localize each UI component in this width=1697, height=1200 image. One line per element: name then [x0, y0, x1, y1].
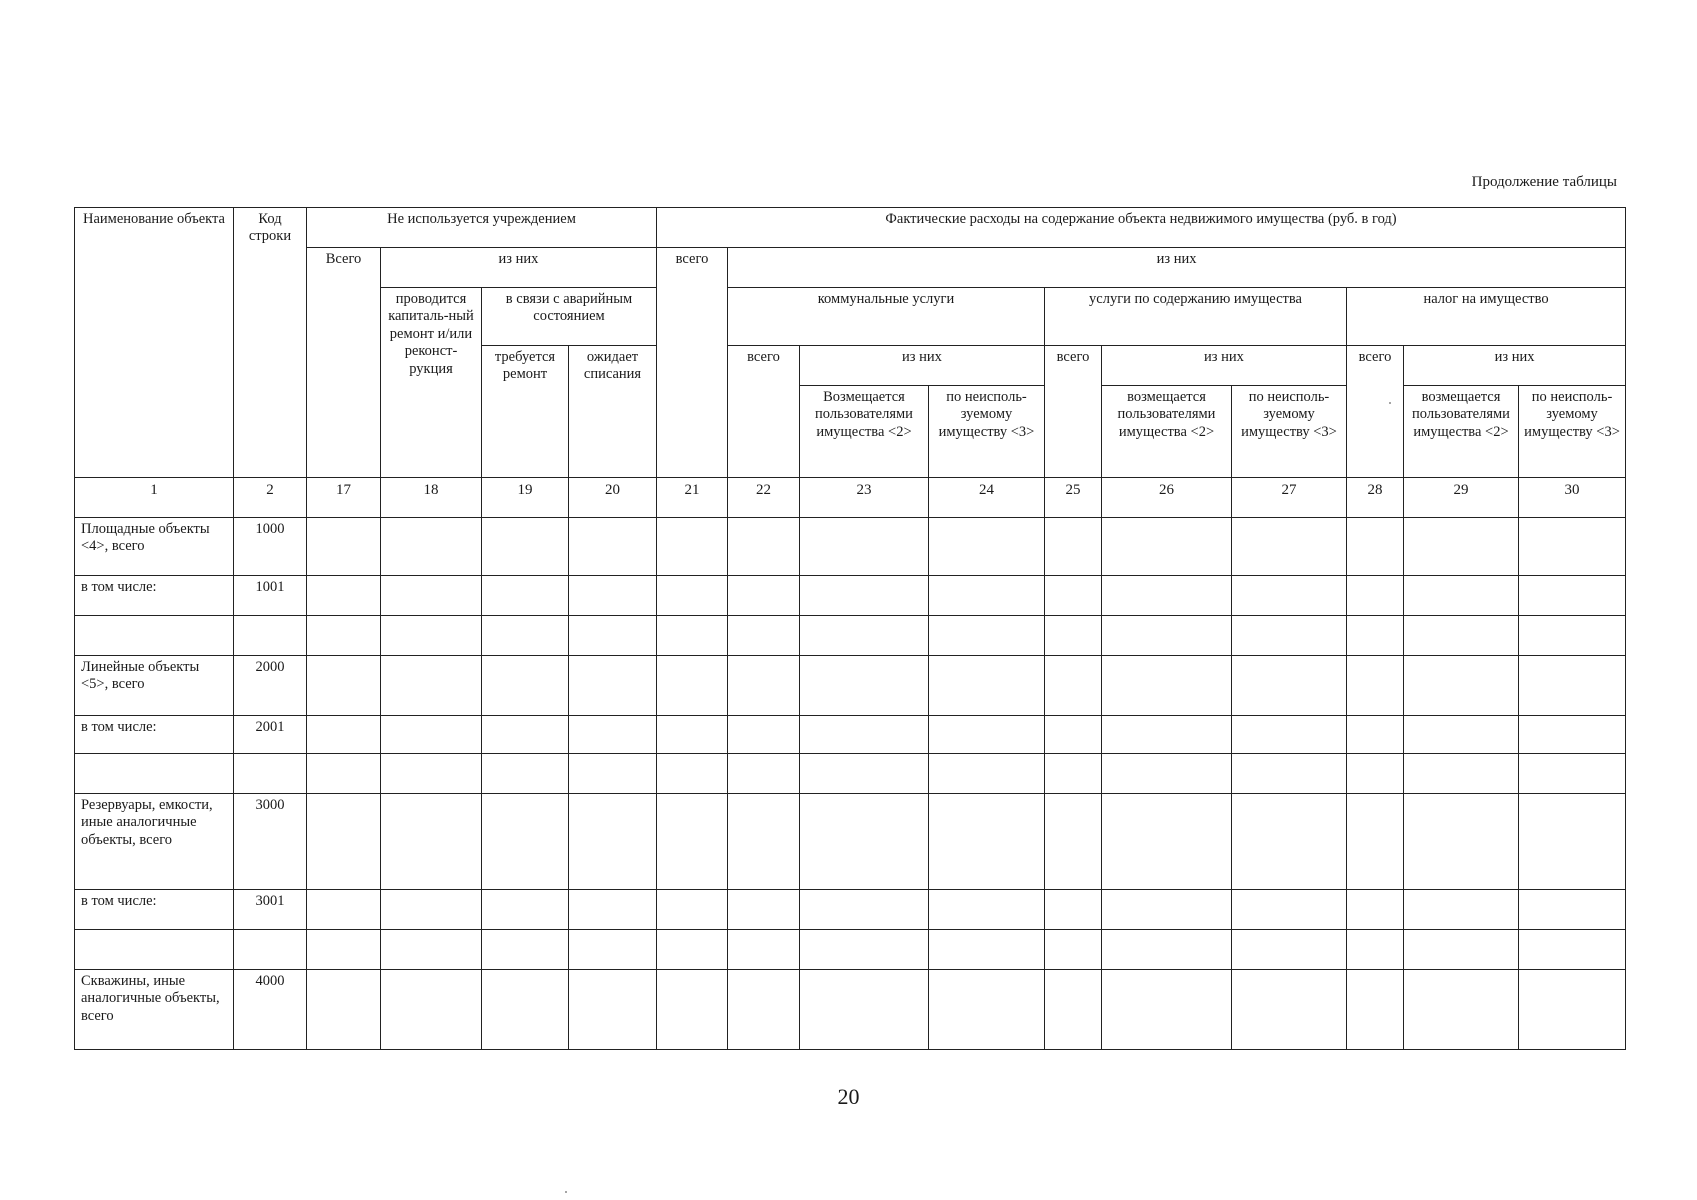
- table-cell[interactable]: [929, 794, 1045, 890]
- table-cell[interactable]: [1102, 890, 1232, 930]
- column-number: 22: [728, 478, 800, 518]
- table-cell[interactable]: [657, 518, 728, 576]
- table-cell[interactable]: [1519, 576, 1626, 616]
- table-cell[interactable]: [569, 890, 657, 930]
- header-maintenance-unused: по неисполь-зуемому имуществу <3>: [1232, 386, 1347, 478]
- header-utilities-unused: по неисполь-зуемому имуществу <3>: [929, 386, 1045, 478]
- table-cell[interactable]: [1102, 970, 1232, 1050]
- table-cell[interactable]: [1347, 930, 1404, 970]
- table-cell[interactable]: [1347, 794, 1404, 890]
- table-cell[interactable]: [1102, 794, 1232, 890]
- row-code: 1001: [234, 576, 307, 616]
- row-code: 2001: [234, 716, 307, 754]
- header-tax-reimbursed: возмещается пользователями имущества <2>: [1404, 386, 1519, 478]
- table-cell[interactable]: [800, 970, 929, 1050]
- table-row: [75, 794, 1626, 890]
- row-name: Скважины, иные аналогичные объекты, всего: [75, 970, 234, 1050]
- header-maintenance-reimbursed: возмещается пользователями имущества <2>: [1102, 386, 1232, 478]
- table-cell[interactable]: [482, 518, 569, 576]
- table-cell[interactable]: [800, 754, 929, 794]
- table-cell[interactable]: [1232, 794, 1347, 890]
- header-emergency: в связи с аварийным состоянием: [482, 288, 657, 346]
- table-cell[interactable]: [1045, 930, 1102, 970]
- table-cell[interactable]: [1232, 970, 1347, 1050]
- row-name: Резервуары, емкости, иные аналогичные объекты, всего: [75, 794, 234, 890]
- column-number: 17: [307, 478, 381, 518]
- table-cell[interactable]: [381, 716, 482, 754]
- continuation-label: Продолжение таблицы: [1471, 174, 1617, 190]
- column-number: 27: [1232, 478, 1347, 518]
- column-number: 30: [1519, 478, 1626, 518]
- table-cell[interactable]: [1045, 576, 1102, 616]
- table-cell[interactable]: [657, 754, 728, 794]
- table-cell[interactable]: [1045, 754, 1102, 794]
- table-cell[interactable]: [1232, 656, 1347, 716]
- table-cell[interactable]: [1404, 970, 1519, 1050]
- table-cell[interactable]: [1045, 794, 1102, 890]
- table-cell[interactable]: [1519, 656, 1626, 716]
- table-cell[interactable]: [381, 576, 482, 616]
- row-name: в том числе:: [75, 716, 234, 754]
- table-cell[interactable]: [929, 970, 1045, 1050]
- table-cell[interactable]: [1232, 616, 1347, 656]
- column-number: 23: [800, 478, 929, 518]
- ledger-table-container: [74, 207, 1625, 1050]
- table-cell[interactable]: [307, 518, 381, 576]
- table-cell[interactable]: [381, 754, 482, 794]
- column-number: 26: [1102, 478, 1232, 518]
- table-cell[interactable]: [1519, 930, 1626, 970]
- table-cell[interactable]: [1404, 656, 1519, 716]
- row-code: 2000: [234, 656, 307, 716]
- table-cell[interactable]: [1232, 716, 1347, 754]
- table-cell[interactable]: [1102, 656, 1232, 716]
- row-code: 3000: [234, 794, 307, 890]
- table-cell[interactable]: [1232, 890, 1347, 930]
- table-cell[interactable]: [657, 794, 728, 890]
- column-number: 2: [234, 478, 307, 518]
- header-tax-total: всего: [1347, 346, 1404, 478]
- table-cell[interactable]: [1519, 794, 1626, 890]
- header-not-used-total: Всего: [307, 248, 381, 478]
- table-cell[interactable]: [728, 616, 800, 656]
- table-cell[interactable]: [1519, 518, 1626, 576]
- column-number: 20: [569, 478, 657, 518]
- table-row: [75, 890, 1626, 930]
- header-not-used: Не используется учреждением: [307, 208, 657, 248]
- header-tax-of-them: из них: [1404, 346, 1626, 386]
- table-cell[interactable]: [569, 518, 657, 576]
- table-cell[interactable]: [381, 616, 482, 656]
- table-cell[interactable]: [307, 616, 381, 656]
- header-utilities-total: всего: [728, 346, 800, 478]
- table-cell[interactable]: [800, 616, 929, 656]
- table-cell[interactable]: [1519, 716, 1626, 754]
- table-cell[interactable]: [1232, 930, 1347, 970]
- table-cell[interactable]: [800, 518, 929, 576]
- row-code: [234, 616, 307, 656]
- table-cell[interactable]: [482, 716, 569, 754]
- header-not-used-of-them: из них: [381, 248, 657, 288]
- row-name: [75, 754, 234, 794]
- table-cell[interactable]: [1045, 890, 1102, 930]
- table-row: [75, 576, 1626, 616]
- table-cell[interactable]: [728, 890, 800, 930]
- table-cell[interactable]: [1102, 616, 1232, 656]
- table-cell[interactable]: [307, 970, 381, 1050]
- table-cell[interactable]: [482, 576, 569, 616]
- table-cell[interactable]: [307, 576, 381, 616]
- row-code: [234, 930, 307, 970]
- table-cell[interactable]: [569, 616, 657, 656]
- table-cell[interactable]: [1102, 716, 1232, 754]
- table-cell[interactable]: [307, 930, 381, 970]
- table-cell[interactable]: [800, 716, 929, 754]
- header-utilities-reimbursed: Возмещается пользователями имущества <2>: [800, 386, 929, 478]
- table-cell[interactable]: [800, 576, 929, 616]
- table-cell[interactable]: [1404, 518, 1519, 576]
- table-cell[interactable]: [1347, 656, 1404, 716]
- table-cell[interactable]: [482, 930, 569, 970]
- column-number: 19: [482, 478, 569, 518]
- table-cell[interactable]: [728, 656, 800, 716]
- table-cell[interactable]: [1519, 970, 1626, 1050]
- header-maintenance: услуги по содержанию имущества: [1045, 288, 1347, 346]
- table-cell[interactable]: [728, 518, 800, 576]
- table-cell[interactable]: [1519, 616, 1626, 656]
- page-number: 20: [837, 1084, 860, 1109]
- header-repair: проводится капиталь-ный ремонт и/или реконст-рукция: [381, 288, 482, 478]
- table-cell[interactable]: [1404, 794, 1519, 890]
- table-cell[interactable]: [1102, 930, 1232, 970]
- table-cell[interactable]: [482, 970, 569, 1050]
- table-row: [75, 716, 1626, 754]
- table-cell[interactable]: [1045, 656, 1102, 716]
- header-awaits-writeoff: ожидает списания: [569, 346, 657, 478]
- table-cell[interactable]: [1102, 576, 1232, 616]
- table-cell[interactable]: [569, 970, 657, 1050]
- table-row: [75, 970, 1626, 1050]
- table-row: [75, 930, 1626, 970]
- header-utilities: коммунальные услуги: [728, 288, 1045, 346]
- table-cell[interactable]: [1102, 518, 1232, 576]
- table-cell[interactable]: [1404, 754, 1519, 794]
- table-cell[interactable]: [728, 970, 800, 1050]
- header-maintenance-of-them: из них: [1102, 346, 1347, 386]
- header-costs-total: всего: [657, 248, 728, 478]
- table-cell[interactable]: [1045, 616, 1102, 656]
- row-code: 4000: [234, 970, 307, 1050]
- table-body: [75, 518, 1626, 1050]
- table-cell[interactable]: [728, 754, 800, 794]
- table-cell[interactable]: [1519, 890, 1626, 930]
- header-object-name: Наименование объекта: [75, 208, 234, 478]
- row-code: 1000: [234, 518, 307, 576]
- table-cell[interactable]: [1404, 716, 1519, 754]
- scan-speck: [565, 1191, 567, 1193]
- header-maintenance-total: всего: [1045, 346, 1102, 478]
- table-cell[interactable]: [307, 794, 381, 890]
- table-cell[interactable]: [929, 890, 1045, 930]
- header-costs-of-them: из них: [728, 248, 1626, 288]
- table-cell[interactable]: [800, 656, 929, 716]
- row-name: [75, 930, 234, 970]
- table-cell[interactable]: [929, 754, 1045, 794]
- table-cell[interactable]: [1045, 716, 1102, 754]
- column-number: 28: [1347, 478, 1404, 518]
- column-number: 1: [75, 478, 234, 518]
- table-cell[interactable]: [381, 930, 482, 970]
- table-cell[interactable]: [1347, 754, 1404, 794]
- table-cell[interactable]: [482, 794, 569, 890]
- table-cell[interactable]: [307, 890, 381, 930]
- table-cell[interactable]: [728, 794, 800, 890]
- table-cell[interactable]: [929, 716, 1045, 754]
- header-utilities-of-them: из них: [800, 346, 1045, 386]
- column-number: 18: [381, 478, 482, 518]
- table-row: [75, 518, 1626, 576]
- table-row: [75, 754, 1626, 794]
- table-cell[interactable]: [1102, 754, 1232, 794]
- ledger-table: [74, 207, 1626, 1050]
- header-needs-repair: требуется ремонт: [482, 346, 569, 478]
- table-cell[interactable]: [381, 970, 482, 1050]
- table-cell[interactable]: [1347, 890, 1404, 930]
- table-cell[interactable]: [1232, 754, 1347, 794]
- table-cell[interactable]: [1404, 616, 1519, 656]
- table-cell[interactable]: [307, 656, 381, 716]
- table-cell[interactable]: [569, 716, 657, 754]
- table-cell[interactable]: [929, 616, 1045, 656]
- table-cell[interactable]: [728, 930, 800, 970]
- table-cell[interactable]: [657, 716, 728, 754]
- column-number: 24: [929, 478, 1045, 518]
- table-cell[interactable]: [657, 890, 728, 930]
- table-cell[interactable]: [1404, 890, 1519, 930]
- row-name: в том числе:: [75, 890, 234, 930]
- table-cell[interactable]: [1347, 970, 1404, 1050]
- table-cell[interactable]: [381, 794, 482, 890]
- table-cell[interactable]: [1519, 754, 1626, 794]
- table-cell[interactable]: [929, 656, 1045, 716]
- table-cell[interactable]: [307, 716, 381, 754]
- table-cell[interactable]: [482, 754, 569, 794]
- header-property-tax: налог на имущество: [1347, 288, 1626, 346]
- table-cell[interactable]: [800, 890, 929, 930]
- header-tax-unused: по неисполь-зуемому имуществу <3>: [1519, 386, 1626, 478]
- table-cell[interactable]: [482, 890, 569, 930]
- table-cell[interactable]: [569, 930, 657, 970]
- table-cell[interactable]: [569, 576, 657, 616]
- table-cell[interactable]: [1232, 576, 1347, 616]
- table-cell[interactable]: [657, 656, 728, 716]
- table-row: [75, 656, 1626, 716]
- row-name: в том числе:: [75, 576, 234, 616]
- row-name: Линейные объекты <5>, всего: [75, 656, 234, 716]
- row-code: 3001: [234, 890, 307, 930]
- table-cell[interactable]: [1347, 716, 1404, 754]
- row-name: Площадные объекты <4>, всего: [75, 518, 234, 576]
- table-cell[interactable]: [1347, 576, 1404, 616]
- table-cell[interactable]: [657, 970, 728, 1050]
- table-cell[interactable]: [1045, 970, 1102, 1050]
- table-cell[interactable]: [1347, 616, 1404, 656]
- table-cell[interactable]: [657, 576, 728, 616]
- table-cell[interactable]: [381, 656, 482, 716]
- table-cell[interactable]: [1045, 518, 1102, 576]
- table-cell[interactable]: [1404, 576, 1519, 616]
- table-cell[interactable]: [482, 656, 569, 716]
- table-cell[interactable]: [800, 794, 929, 890]
- table-cell[interactable]: [929, 576, 1045, 616]
- table-cell[interactable]: [1347, 518, 1404, 576]
- column-number: 25: [1045, 478, 1102, 518]
- column-number: 29: [1404, 478, 1519, 518]
- table-cell[interactable]: [482, 616, 569, 656]
- table-cell[interactable]: [569, 656, 657, 716]
- header-row-code: Код строки: [234, 208, 307, 478]
- table-cell[interactable]: [728, 576, 800, 616]
- table-cell[interactable]: [381, 518, 482, 576]
- table-cell[interactable]: [929, 930, 1045, 970]
- table-cell[interactable]: [800, 930, 929, 970]
- table-cell[interactable]: [307, 754, 381, 794]
- table-cell[interactable]: [1232, 518, 1347, 576]
- table-cell[interactable]: [1404, 930, 1519, 970]
- table-cell[interactable]: [728, 716, 800, 754]
- table-cell[interactable]: [929, 518, 1045, 576]
- table-cell[interactable]: [657, 616, 728, 656]
- table-cell[interactable]: [381, 890, 482, 930]
- table-cell[interactable]: [657, 930, 728, 970]
- row-code: [234, 754, 307, 794]
- table-row: [75, 616, 1626, 656]
- row-name: [75, 616, 234, 656]
- column-number: 21: [657, 478, 728, 518]
- scan-speck: [1389, 402, 1391, 404]
- header-actual-costs: Фактические расходы на содержание объекта недвижимого имущества (руб. в год): [657, 208, 1626, 248]
- table-cell[interactable]: [569, 754, 657, 794]
- table-cell[interactable]: [569, 794, 657, 890]
